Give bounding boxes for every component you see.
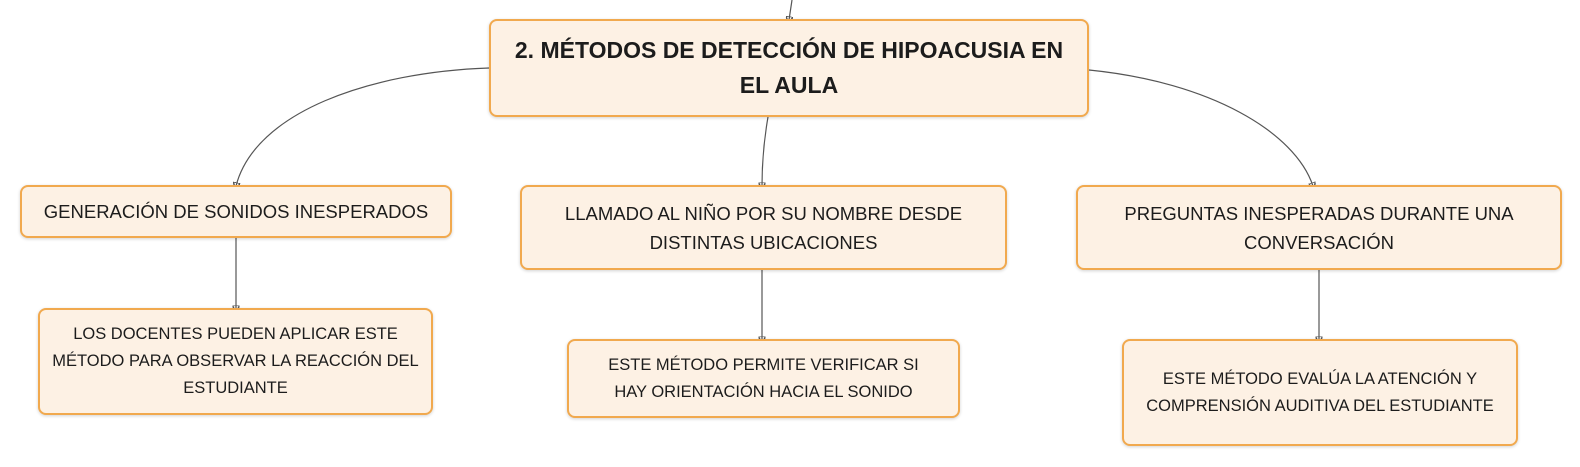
subtopic-label: ESTE MÉTODO PERMITE VERIFICAR SI HAY ORIENTACIÓN HACIA EL SONIDO bbox=[608, 355, 919, 401]
branch-topic-llamado[interactable] bbox=[520, 185, 1007, 270]
branch-topic-preguntas[interactable] bbox=[1076, 185, 1562, 270]
branch-topic-sonidos[interactable] bbox=[20, 185, 452, 238]
branch-topic-label: GENERACIÓN DE SONIDOS INESPERADOS bbox=[43, 201, 429, 222]
connector-root-to-branch-3 bbox=[1089, 70, 1313, 186]
root-topic[interactable] bbox=[489, 19, 1089, 117]
branch-topic-label: LLAMADO AL NIÑO POR SU NOMBRE DESDE DISTINTAS UBICACIONES bbox=[564, 202, 963, 253]
subtopic-label: LOS DOCENTES PUEDEN APLICAR ESTE MÉTODO PARA OBSERVAR LA REACCIÓN DEL ESTUDIANTE bbox=[52, 325, 419, 397]
subtopic-label: ESTE MÉTODO EVALÚA LA ATENCIÓN Y COMPRENSIÓN AUDITIVA DEL ESTUDIANTE bbox=[1146, 369, 1494, 415]
subtopic-orientacion[interactable] bbox=[567, 339, 960, 418]
root-topic-label: 2. MÉTODOS DE DETECCIÓN DE HIPOACUSIA EN EL AULA bbox=[514, 37, 1064, 98]
subtopic-docentes[interactable] bbox=[38, 308, 433, 415]
connector-from-parent bbox=[789, 0, 792, 20]
connector-root-to-branch-1 bbox=[236, 68, 489, 186]
connector-root-to-branch-2 bbox=[762, 117, 768, 186]
branch-topic-label: PREGUNTAS INESPERADAS DURANTE UNA CONVERSACIÓN bbox=[1124, 202, 1514, 253]
subtopic-atencion[interactable] bbox=[1122, 339, 1518, 446]
